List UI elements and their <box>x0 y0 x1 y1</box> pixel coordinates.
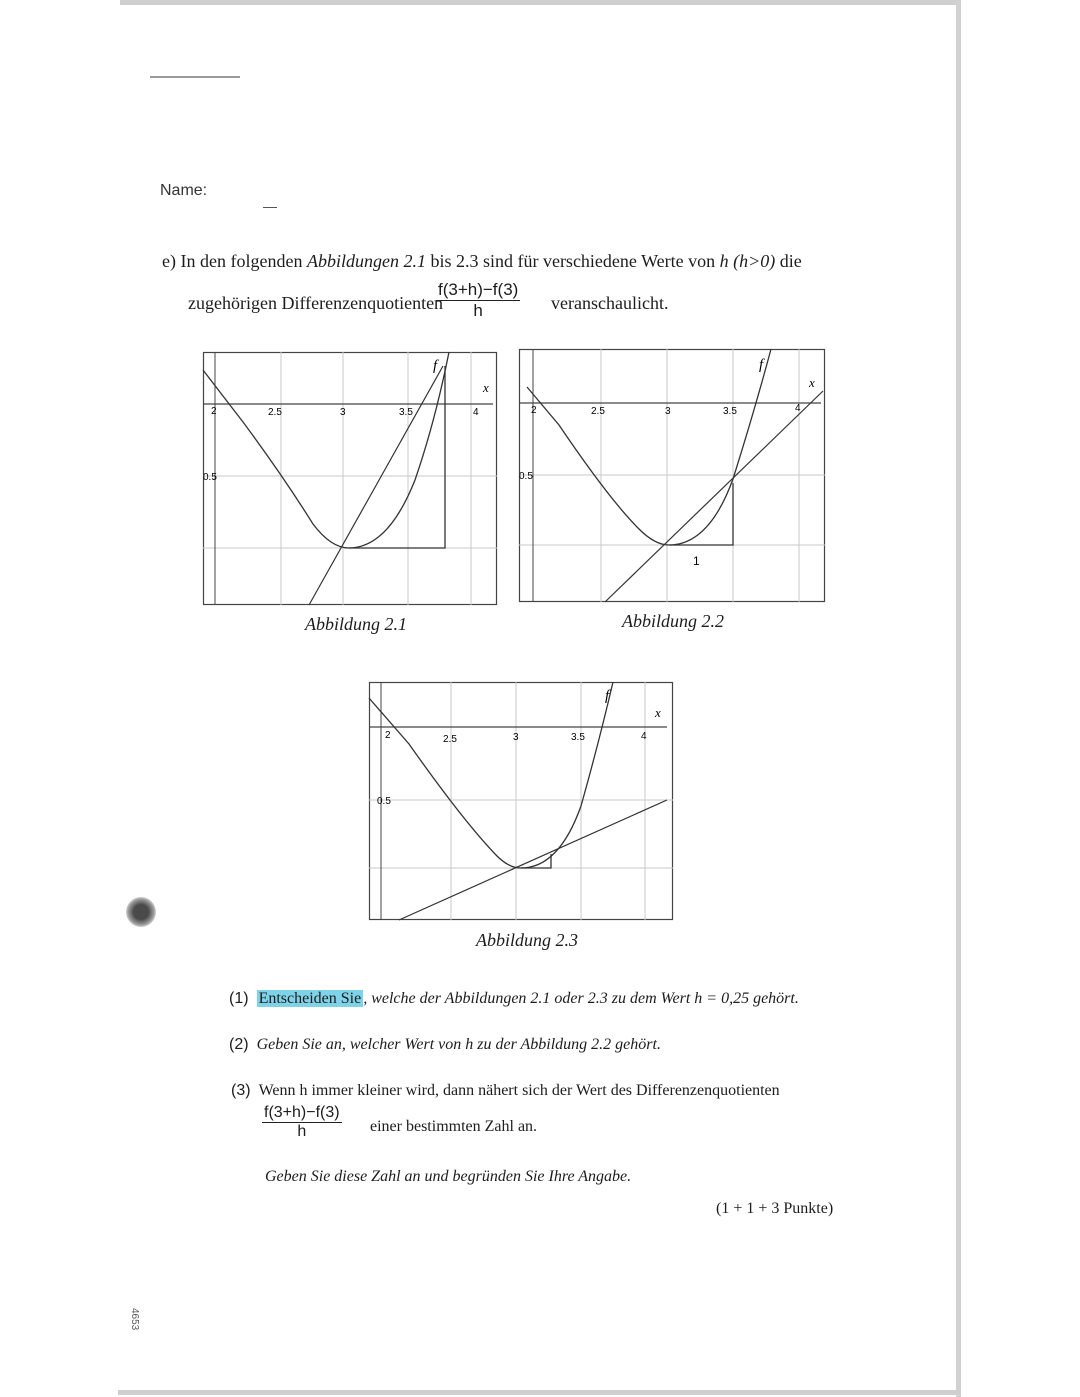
svg-text:2.5: 2.5 <box>591 406 605 417</box>
punch-hole-icon <box>126 897 156 927</box>
svg-text:0.5: 0.5 <box>377 796 391 807</box>
svg-text:2.5: 2.5 <box>443 734 457 745</box>
svg-text:x: x <box>809 375 815 390</box>
svg-text:4: 4 <box>795 403 801 414</box>
svg-text:f: f <box>759 357 764 373</box>
name-line <box>263 207 277 208</box>
svg-text:3: 3 <box>340 407 346 418</box>
figure-2-2 <box>519 349 825 602</box>
figure-2-2-caption: Abbildung 2.2 <box>622 611 724 631</box>
page-edge-right <box>956 0 961 1397</box>
task-intro-line-2: zugehörigen Differenzenquotienten <box>188 293 444 313</box>
question-1: (1) Entscheiden Sie , welche der Abbildungen 2.1 oder 2.3 zu dem Wert h = 0,25 gehört. <box>229 990 799 1007</box>
name-label: Name: <box>160 182 208 199</box>
svg-text:2.5: 2.5 <box>268 407 282 418</box>
highlighted-text: Entscheiden Sie <box>258 990 362 1007</box>
svg-text:2: 2 <box>385 730 391 741</box>
svg-text:4: 4 <box>641 731 647 742</box>
side-page-code: 4653 <box>129 1308 140 1331</box>
question-3: (3) Wenn h immer kleiner wird, dann nähert sich der Wert des Differenzenquotienten <box>231 1082 780 1099</box>
scan-smudge <box>150 76 240 78</box>
figure-2-1-graph <box>203 352 497 605</box>
question-3-line-2: einer bestimmten Zahl an. <box>370 1118 538 1135</box>
page-edge-bottom <box>118 1390 960 1395</box>
svg-text:3.5: 3.5 <box>399 407 413 418</box>
figure-2-1-caption: Abbildung 2.1 <box>305 614 407 634</box>
svg-text:x: x <box>655 705 661 720</box>
question-3-formula: $\frac{f(3+h)-f(3)}{h}$ <box>264 1104 340 1140</box>
figure-2-1 <box>203 352 497 605</box>
svg-text:1: 1 <box>693 554 700 568</box>
question-3-line-3: Geben Sie diese Zahl an und begründen Sie Ihre Angabe. <box>265 1168 632 1185</box>
svg-text:4: 4 <box>473 407 479 418</box>
svg-text:3.5: 3.5 <box>723 406 737 417</box>
svg-text:0.5: 0.5 <box>519 471 533 482</box>
task-intro-line-2-tail: veranschaulicht. <box>551 293 669 313</box>
question-2: (2) Geben Sie an, welcher Wert von h zu der Abbildung 2.2 gehört. <box>229 1036 661 1053</box>
svg-text:f: f <box>433 358 438 374</box>
page-edge-top <box>120 0 960 5</box>
formula-denominator: h <box>473 301 483 320</box>
svg-text:3: 3 <box>513 732 519 743</box>
svg-text:0.5: 0.5 <box>203 472 217 483</box>
svg-text:3.5: 3.5 <box>571 732 585 743</box>
svg-text:3: 3 <box>665 406 671 417</box>
difference-quotient-formula <box>436 280 520 321</box>
figure-2-2-graph <box>519 349 825 602</box>
task-intro-line-1: e) In den folgenden Abbildungen 2.1 bis 2.3 sind für verschiedene Werte von h (h>0) die <box>162 251 802 271</box>
svg-text:2: 2 <box>531 405 537 416</box>
points-note: (1 + 1 + 3 Punkte) <box>716 1200 834 1217</box>
svg-text:f: f <box>605 688 610 704</box>
svg-text:2: 2 <box>211 406 217 417</box>
figure-2-3-graph <box>369 682 673 920</box>
figure-2-3-caption: Abbildung 2.3 <box>476 930 578 950</box>
formula-numerator: f(3+h)−f(3) <box>438 280 519 299</box>
figure-2-3 <box>369 682 673 920</box>
svg-text:x: x <box>483 380 489 395</box>
